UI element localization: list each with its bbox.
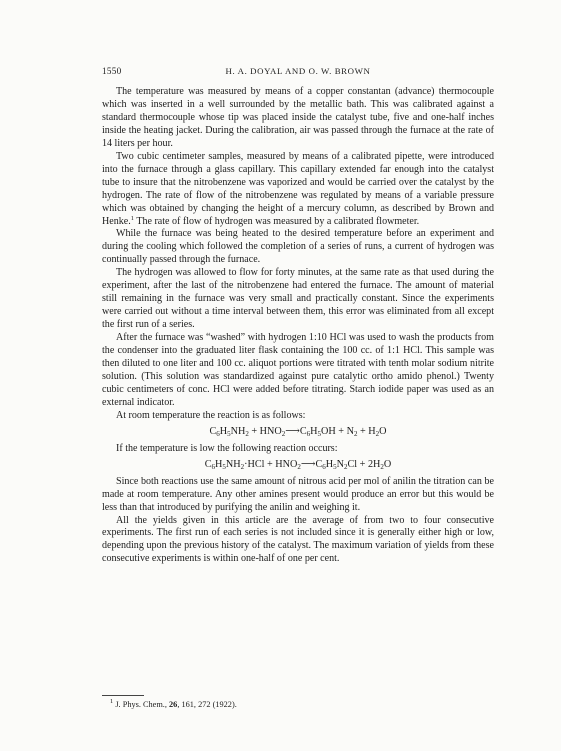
paragraph-furnace-heating: While the furnace was being heated to the desired temperature before an experiment and during the cooling which followed the completion of a series of runs, a current of hydrogen was continually passed through the furnace. [102, 228, 494, 266]
equation-low-temperature: $C_6H_5NH_2\cdot HCl$ + $HNO_2⟶C_6H_5N_2Cl + 2H_2O$ [204, 458, 392, 471]
paragraph-washing: After the furnace was “washed” with hydrogen 1:10 HCl was used to wash the products from the condenser into the graduated liter flask containing the 100 cc. of 1:1 HCl. This sample was then diluted to one liter and 100 cc. aliquot portions were titrated with tenth molar sodium nitrite solution. (This solution was standardized against pure catalytic ortho amido phenol.) Twenty cubic centimeters of conc. HCl were added before titrating. Starch iodide paper was used as an external indicator. [102, 332, 494, 408]
paragraph-hydrogen-flow: The hydrogen was allowed to flow for forty minutes, at the same rate as that used during the experiment, after the last of the nitrobenzene had entered the furnace. The amount of material still remaining in the furnace was very small and practically constant. Since the experiments were carried out without a time interval between them, this error was eliminated from all except the first run of a series. [102, 267, 494, 331]
footnote-volume: 26 [169, 700, 178, 709]
paragraph-room-temperature: At room temperature the reaction is as follows: [116, 409, 306, 421]
paragraph-yields: All the yields given in this article are the average of from two to four consecutive experiments. The first run of each series is not included since it is generally either high or low, depending upon the previous history of the catalyst. The maximum variation of yields from these consecutive experiments is within one-half of one per cent. [102, 514, 494, 565]
paragraph-samples-text: Two cubic centimeter samples, measured by means of a calibrated pipette, were introduced into the furnace through a glass capillary. This capillary extended far enough into the catalyst tube to insure that the nitrobenzene was vaporized and would be carried over the catalyst by the hydrogen. The rate of flow of the nitrobenzene was regulated by means of a variable pressure which was obtained by changing the height of a mercury column, as described by Brown and Henke. [102, 150, 494, 227]
footnote: $^1$ J. Phys. Chem., 26, 161, 272 (1922). [110, 698, 237, 709]
paragraph-low-temperature: If the temperature is low the following reaction occurs: [116, 442, 338, 454]
running-head: H. A. DOYAL AND O. W. BROWN [225, 66, 371, 76]
page-number: 1550 [102, 66, 122, 76]
article-body [102, 86, 494, 566]
footnote-divider [102, 695, 144, 696]
paragraph-samples [102, 151, 494, 229]
paragraph-thermocouple: The temperature was measured by means of a copper constantan (advance) thermocouple which was inserted in a well surrounded by the metallic bath. This was calibrated against a standard thermocouple whose tip was placed inside the catalyst tube, five and one-half inches inside the heating jacket. During the calibration, air was passed through the furnace at the rate of 14 liters per hour. [102, 86, 494, 149]
footnote-marker: 1 [110, 698, 114, 705]
paragraph-samples-text-end: The rate of flow of hydrogen was measured by a calibrated flowmeter. [133, 215, 420, 227]
footnote-reference: 1 [130, 214, 134, 222]
page-header [102, 66, 494, 80]
equation-room-temperature: $C_6H_5NH_2$ + $HNO_2⟶C_6H_5OH + N_2 + H_2O$ [209, 425, 387, 438]
paragraph-nitrous-acid: Since both reactions use the same amount of nitrous acid per mol of anilin the titration can be made at room temperature. Any other amines present would produce an error but this would be less than that introduced by purifying the anilin and weighing it. [102, 475, 494, 513]
